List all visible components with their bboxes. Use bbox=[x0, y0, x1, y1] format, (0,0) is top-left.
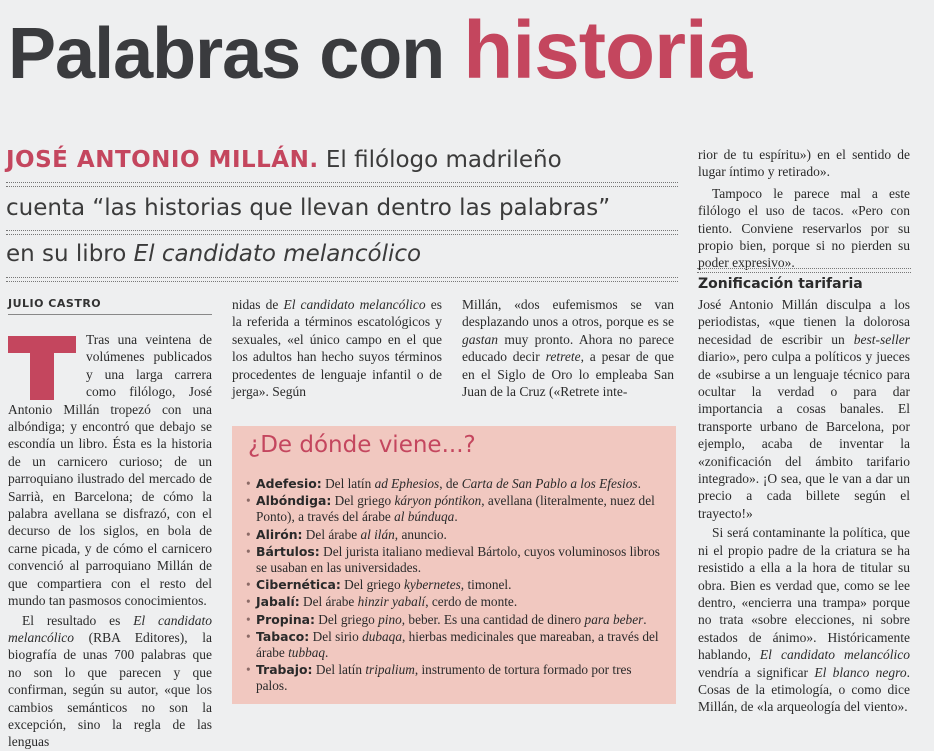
etymology-item bbox=[246, 493, 666, 525]
etymology-term: Trabajo: bbox=[256, 662, 313, 678]
etymology-term: Cibernética: bbox=[256, 577, 341, 593]
etymology-text: , beber. Es una cantidad de dinero bbox=[401, 611, 585, 627]
section-title: Zonificación tarifaria bbox=[698, 276, 863, 292]
byline: JULIO CASTRO bbox=[8, 297, 102, 310]
etymology-item bbox=[246, 544, 666, 576]
etymology-text: Del árabe bbox=[299, 594, 358, 610]
etymology-text: tubbaq bbox=[288, 645, 326, 661]
etymology-term: Bártulos: bbox=[256, 543, 320, 559]
etymology-text: kybernetes bbox=[403, 577, 461, 593]
subhead-line3-text: en su libro bbox=[6, 241, 134, 267]
etymology-term: Albóndiga: bbox=[256, 493, 332, 509]
article-paragraph: El resultado es El candidato melancólico (RBA Editores), la biografía de unas 700 palabras que no son lo que parecen y que confirman, según su autor, «que los cambios semánticos no son la excepción, sino la regla de las lenguas bbox=[8, 612, 212, 750]
etymology-text: ad Ephesios bbox=[374, 476, 440, 491]
etymology-item bbox=[246, 527, 666, 543]
subhead-line1-text: El filólogo madrileño bbox=[318, 147, 562, 173]
book-title: El candidato melancólico bbox=[133, 241, 422, 267]
etymology-item bbox=[246, 612, 666, 628]
etymology-text: al ilán bbox=[360, 526, 395, 542]
etymology-text: tripalium bbox=[365, 662, 415, 678]
etymology-box-title: ¿De dónde viene...? bbox=[248, 432, 476, 458]
article-column-4-lower bbox=[698, 296, 910, 716]
etymology-item bbox=[246, 594, 666, 610]
article-column-1 bbox=[8, 331, 212, 751]
etymology-text: pino bbox=[378, 611, 402, 627]
etymology-text: , avellana (literalmente, nuez del Ponto), a través del árabe bbox=[256, 493, 655, 525]
article-column-3 bbox=[462, 296, 674, 400]
article-paragraph: Tras una veintena de volúmenes publicados y una larga carrera como filólogo, José Antonio Millán tropezó con una albóndiga; y encontró que debajo se escondía un libro. Ésta es la historia de un carnicero curioso; de un parroquiano ilustrado del mercado de Sarrià, en Barcelona; de cómo la palabra avellana se disfrazó, con el decurso de los siglos, en bola de carne picada, y de cómo el carnicero convenció al parroquiano Millán de que compartiera con el resto del mundo tan pasmosos conocimientos. bbox=[8, 332, 212, 609]
etymology-term: Adefesio: bbox=[256, 476, 322, 491]
divider-rule bbox=[6, 182, 678, 187]
etymology-text: hinzir yabalí bbox=[357, 594, 426, 610]
article-column-2 bbox=[232, 296, 442, 400]
etymology-text: Del latín bbox=[312, 662, 366, 678]
divider-rule bbox=[6, 230, 678, 235]
etymology-text: . bbox=[643, 611, 647, 627]
etymology-text: , hierbas medicinales que mareaban, a través del árabe bbox=[256, 628, 659, 661]
article-paragraph: Tampoco le parece mal a este filólogo el uso de tacos. «Pero con tiento. Conviene reservarlos por su propio bien, porque si no pierden su poder expresivo». bbox=[698, 185, 910, 271]
etymology-item bbox=[246, 476, 666, 492]
etymology-item bbox=[246, 662, 666, 694]
etymology-text: . bbox=[325, 645, 329, 661]
subhead-line1 bbox=[6, 143, 562, 177]
etymology-term: Tabaco: bbox=[256, 628, 310, 644]
etymology-text: . bbox=[454, 509, 458, 525]
etymology-text: Carta de San Pablo a los Efesios bbox=[461, 476, 638, 491]
etymology-text: káryon póntikon bbox=[394, 493, 482, 509]
subhead-name: JOSÉ ANTONIO MILLÁN. bbox=[6, 147, 319, 173]
article-paragraph: Millán, «dos eufemismos se van desplazando unos a otros, porque es se gastan muy pronto. Ahora no parece educado decir retrete, a pesar de que en el Siglo de Oro lo empleaba San Juan de la Cruz («Retrete inte- bbox=[462, 297, 674, 400]
etymology-text: dubaqa bbox=[362, 628, 402, 644]
etymology-text: , timonel. bbox=[460, 577, 512, 593]
etymology-text: . bbox=[637, 476, 641, 491]
subhead-line3 bbox=[6, 237, 421, 271]
article-paragraph: rior de tu espíritu») en el sentido de lugar íntimo y retirado». bbox=[698, 147, 910, 180]
article-paragraph: Si será contaminante la política, que ni el propio padre de la criatura se ha resistido a ella a la hora de titular su obra. Bien es verdad que, como se lee dentro, «encierra una trampa» porque no trata «sobre elecciones, ni sobre estados de ánimo». Históricamente hablando, El candidato melancólico vendría a significar El blanco negro. Cosas de la etimología, o como dice Millán, de «la arqueología del viento». bbox=[698, 525, 911, 715]
etymology-text: Del árabe bbox=[302, 526, 361, 542]
section-divider bbox=[697, 268, 911, 273]
etymology-text: , cerdo de monte. bbox=[425, 594, 518, 610]
etymology-text: para beber bbox=[584, 611, 644, 627]
etymology-text: , anuncio. bbox=[394, 526, 447, 542]
byline-rule bbox=[8, 314, 212, 315]
etymology-text: Del jurista italiano medieval Bártolo, cuyos voluminosos libros se usaban en las universidades. bbox=[256, 543, 660, 576]
etymology-text: , de bbox=[439, 476, 462, 491]
etymology-text: Del sirio bbox=[309, 628, 363, 644]
etymology-text: Del latín bbox=[321, 476, 375, 491]
etymology-item bbox=[246, 629, 666, 661]
headline bbox=[8, 6, 751, 99]
etymology-text: Del griego bbox=[340, 577, 404, 593]
etymology-term: Jabalí: bbox=[256, 594, 300, 610]
article-column-4 bbox=[698, 146, 910, 272]
headline-part2: historia bbox=[463, 5, 752, 96]
etymology-item bbox=[246, 577, 666, 593]
etymology-term: Alirón: bbox=[256, 526, 303, 542]
article-paragraph: nidas de El candidato melancólico es la referida a términos escatológicos y sexuales, «el único campo en el que los adultos han hecho suyos términos procedentes de lenguaje infantil o de jerga». Según bbox=[232, 297, 442, 400]
etymology-text: , instrumento de tortura formado por tres palos. bbox=[256, 662, 632, 694]
divider-rule bbox=[6, 277, 678, 282]
etymology-text: al búnduqa bbox=[394, 509, 455, 525]
etymology-list bbox=[246, 476, 666, 696]
etymology-text: Del griego bbox=[331, 493, 395, 509]
etymology-text: Del griego bbox=[314, 611, 379, 627]
headline-part1: Palabras con bbox=[8, 14, 445, 94]
etymology-term: Propina: bbox=[256, 611, 315, 627]
article-paragraph: José Antonio Millán disculpa a los periodistas, «que tienen la dolorosa necesidad de escribir un best-seller diario», pero culpa a políticos y jueces de «subirse a un lenguaje técnico para ocultar la verdad o para dar importancia a cosas banales. El transporte urbano de Barcelona, por ejemplo, acaba de inventar la «zonificación del ámbito tarifario integrado». ¡O sea, que le van a dar un precio a cada billete según el trayecto!» bbox=[698, 297, 910, 521]
subhead-line2: cuenta “las historias que llevan dentro las palabras” bbox=[6, 195, 611, 221]
